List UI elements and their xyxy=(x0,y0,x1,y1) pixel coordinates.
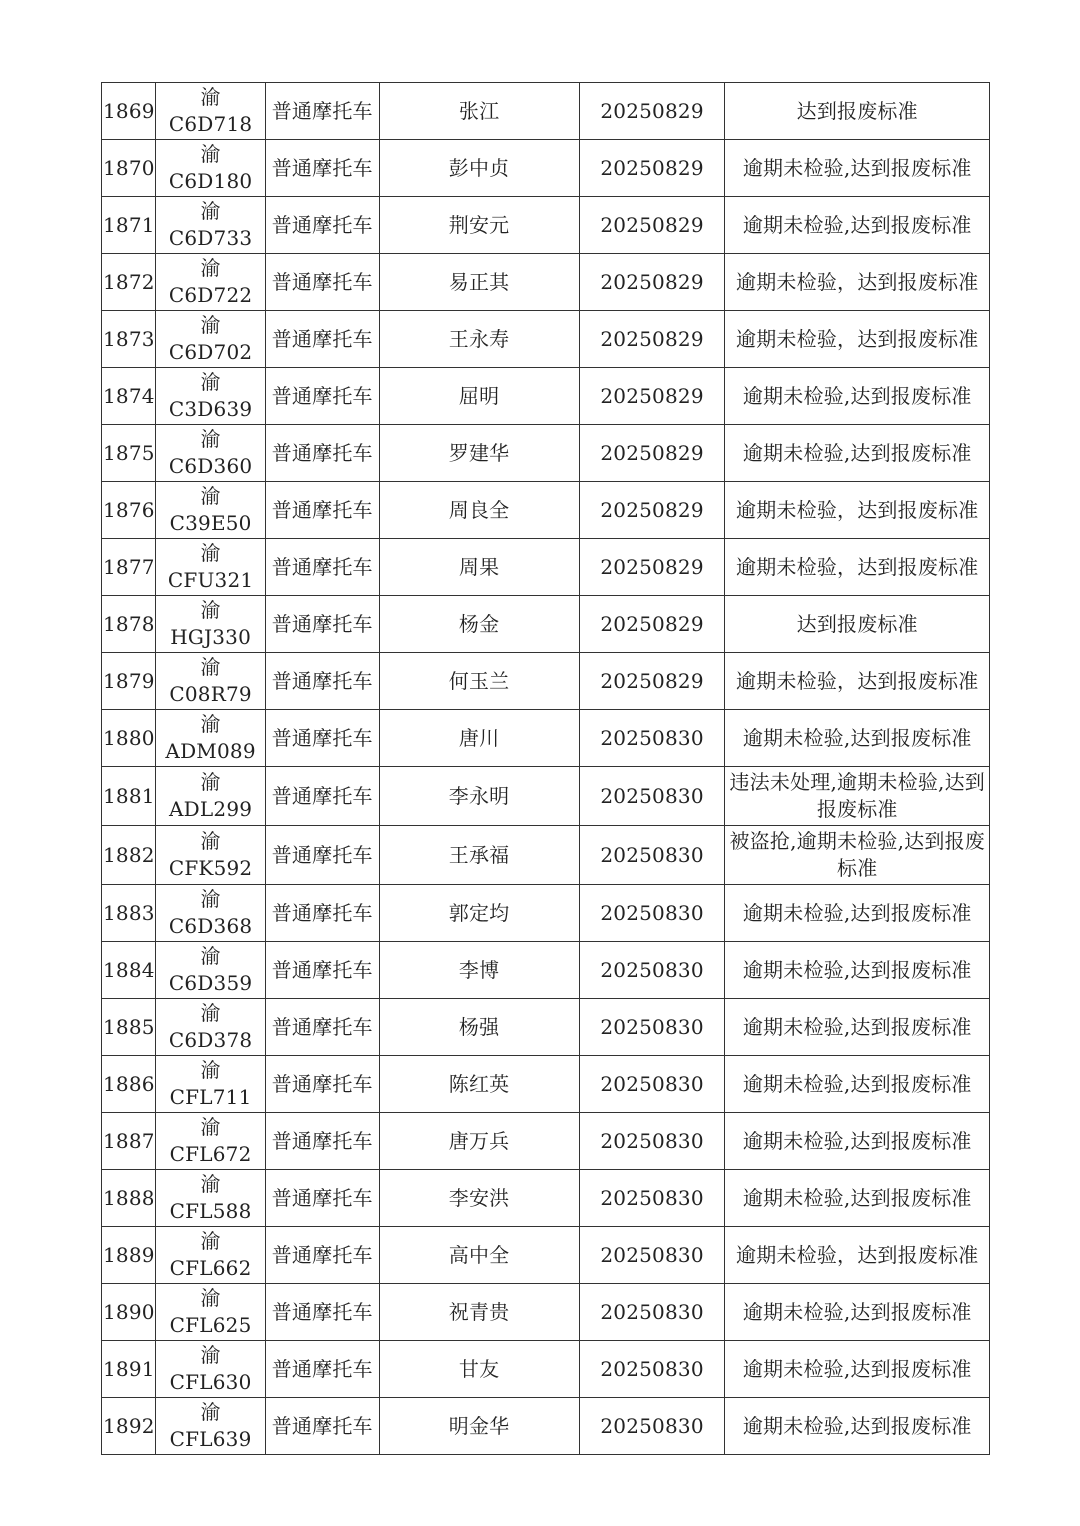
record-number-cell: 1872 xyxy=(102,254,156,311)
date-cell: 20250829 xyxy=(579,254,725,311)
owner-name-cell: 李永明 xyxy=(379,767,579,826)
record-number-cell: 1887 xyxy=(102,1113,156,1170)
vehicle-type-cell: 普通摩托车 xyxy=(265,83,379,140)
table-body xyxy=(102,83,990,1455)
plate-number-cell: 渝 C6D702 xyxy=(156,311,266,368)
status-cell: 逾期未检验,达到报废标准 xyxy=(725,710,990,767)
owner-name-cell: 明金华 xyxy=(379,1398,579,1455)
vehicle-type-cell: 普通摩托车 xyxy=(265,942,379,999)
table-row xyxy=(102,710,990,767)
vehicle-type-cell: 普通摩托车 xyxy=(265,254,379,311)
status-cell: 逾期未检验,达到报废标准 xyxy=(725,1398,990,1455)
status-cell: 逾期未检验,达到报废标准 xyxy=(725,942,990,999)
status-cell: 达到报废标准 xyxy=(725,596,990,653)
owner-name-cell: 祝青贵 xyxy=(379,1284,579,1341)
vehicle-type-cell: 普通摩托车 xyxy=(265,1170,379,1227)
table-row xyxy=(102,1056,990,1113)
table-row xyxy=(102,197,990,254)
owner-name-cell: 周良全 xyxy=(379,482,579,539)
date-cell: 20250830 xyxy=(579,1170,725,1227)
table-row xyxy=(102,596,990,653)
date-cell: 20250829 xyxy=(579,653,725,710)
owner-name-cell: 荆安元 xyxy=(379,197,579,254)
table-row xyxy=(102,767,990,826)
owner-name-cell: 李安洪 xyxy=(379,1170,579,1227)
owner-name-cell: 王承福 xyxy=(379,826,579,885)
plate-number-cell: 渝 C3D639 xyxy=(156,368,266,425)
status-cell: 违法未处理,逾期未检验,达到报废标准 xyxy=(725,767,990,826)
table-row xyxy=(102,826,990,885)
table-row xyxy=(102,999,990,1056)
status-cell: 逾期未检验，达到报废标准 xyxy=(725,653,990,710)
date-cell: 20250829 xyxy=(579,83,725,140)
owner-name-cell: 王永寿 xyxy=(379,311,579,368)
plate-number-cell: 渝 CFL662 xyxy=(156,1227,266,1284)
plate-number-cell: 渝 C39E50 xyxy=(156,482,266,539)
vehicle-type-cell: 普通摩托车 xyxy=(265,197,379,254)
date-cell: 20250830 xyxy=(579,767,725,826)
record-number-cell: 1877 xyxy=(102,539,156,596)
record-number-cell: 1883 xyxy=(102,885,156,942)
record-number-cell: 1892 xyxy=(102,1398,156,1455)
record-number-cell: 1875 xyxy=(102,425,156,482)
plate-number-cell: 渝 CFU321 xyxy=(156,539,266,596)
plate-number-cell: 渝 HGJ330 xyxy=(156,596,266,653)
owner-name-cell: 周果 xyxy=(379,539,579,596)
vehicle-type-cell: 普通摩托车 xyxy=(265,826,379,885)
plate-number-cell: 渝 C6D360 xyxy=(156,425,266,482)
table-row xyxy=(102,885,990,942)
owner-name-cell: 屈明 xyxy=(379,368,579,425)
record-number-cell: 1886 xyxy=(102,1056,156,1113)
vehicle-type-cell: 普通摩托车 xyxy=(265,1398,379,1455)
status-cell: 被盗抢,逾期未检验,达到报废标准 xyxy=(725,826,990,885)
status-cell: 逾期未检验，达到报废标准 xyxy=(725,254,990,311)
plate-number-cell: 渝 C08R79 xyxy=(156,653,266,710)
date-cell: 20250829 xyxy=(579,482,725,539)
vehicle-type-cell: 普通摩托车 xyxy=(265,482,379,539)
status-cell: 逾期未检验,达到报废标准 xyxy=(725,140,990,197)
plate-number-cell: 渝 C6D359 xyxy=(156,942,266,999)
date-cell: 20250829 xyxy=(579,140,725,197)
vehicle-type-cell: 普通摩托车 xyxy=(265,539,379,596)
plate-number-cell: 渝 C6D718 xyxy=(156,83,266,140)
date-cell: 20250830 xyxy=(579,1227,725,1284)
plate-number-cell: 渝 C6D378 xyxy=(156,999,266,1056)
date-cell: 20250830 xyxy=(579,1113,725,1170)
date-cell: 20250829 xyxy=(579,425,725,482)
table-row xyxy=(102,653,990,710)
status-cell: 逾期未检验，达到报废标准 xyxy=(725,1227,990,1284)
table-row xyxy=(102,1398,990,1455)
table-row xyxy=(102,140,990,197)
date-cell: 20250830 xyxy=(579,1398,725,1455)
vehicle-type-cell: 普通摩托车 xyxy=(265,596,379,653)
plate-number-cell: 渝 CFL711 xyxy=(156,1056,266,1113)
record-number-cell: 1874 xyxy=(102,368,156,425)
owner-name-cell: 易正其 xyxy=(379,254,579,311)
record-number-cell: 1888 xyxy=(102,1170,156,1227)
vehicle-type-cell: 普通摩托车 xyxy=(265,653,379,710)
plate-number-cell: 渝 C6D368 xyxy=(156,885,266,942)
table-row xyxy=(102,1170,990,1227)
vehicle-type-cell: 普通摩托车 xyxy=(265,311,379,368)
status-cell: 逾期未检验,达到报废标准 xyxy=(725,1056,990,1113)
table-row xyxy=(102,311,990,368)
table-row xyxy=(102,539,990,596)
owner-name-cell: 唐万兵 xyxy=(379,1113,579,1170)
date-cell: 20250830 xyxy=(579,942,725,999)
record-number-cell: 1884 xyxy=(102,942,156,999)
record-number-cell: 1876 xyxy=(102,482,156,539)
table-row xyxy=(102,83,990,140)
owner-name-cell: 彭中贞 xyxy=(379,140,579,197)
status-cell: 逾期未检验，达到报废标准 xyxy=(725,311,990,368)
owner-name-cell: 杨强 xyxy=(379,999,579,1056)
vehicle-type-cell: 普通摩托车 xyxy=(265,1113,379,1170)
record-number-cell: 1885 xyxy=(102,999,156,1056)
owner-name-cell: 罗建华 xyxy=(379,425,579,482)
plate-number-cell: 渝 ADM089 xyxy=(156,710,266,767)
date-cell: 20250830 xyxy=(579,1284,725,1341)
vehicle-type-cell: 普通摩托车 xyxy=(265,140,379,197)
record-number-cell: 1889 xyxy=(102,1227,156,1284)
owner-name-cell: 张江 xyxy=(379,83,579,140)
record-number-cell: 1890 xyxy=(102,1284,156,1341)
vehicle-type-cell: 普通摩托车 xyxy=(265,710,379,767)
record-number-cell: 1881 xyxy=(102,767,156,826)
status-cell: 逾期未检验，达到报废标准 xyxy=(725,482,990,539)
record-number-cell: 1873 xyxy=(102,311,156,368)
vehicle-type-cell: 普通摩托车 xyxy=(265,1284,379,1341)
vehicle-type-cell: 普通摩托车 xyxy=(265,885,379,942)
date-cell: 20250830 xyxy=(579,826,725,885)
date-cell: 20250830 xyxy=(579,1341,725,1398)
table-row xyxy=(102,482,990,539)
vehicle-type-cell: 普通摩托车 xyxy=(265,1341,379,1398)
plate-number-cell: 渝 CFL588 xyxy=(156,1170,266,1227)
date-cell: 20250829 xyxy=(579,368,725,425)
record-number-cell: 1891 xyxy=(102,1341,156,1398)
record-number-cell: 1878 xyxy=(102,596,156,653)
vehicle-type-cell: 普通摩托车 xyxy=(265,425,379,482)
status-cell: 逾期未检验,达到报废标准 xyxy=(725,197,990,254)
table-row xyxy=(102,254,990,311)
status-cell: 逾期未检验,达到报废标准 xyxy=(725,1170,990,1227)
status-cell: 达到报废标准 xyxy=(725,83,990,140)
date-cell: 20250829 xyxy=(579,596,725,653)
status-cell: 逾期未检验,达到报废标准 xyxy=(725,368,990,425)
record-number-cell: 1869 xyxy=(102,83,156,140)
table-row xyxy=(102,425,990,482)
date-cell: 20250829 xyxy=(579,197,725,254)
status-cell: 逾期未检验,达到报废标准 xyxy=(725,1113,990,1170)
record-number-cell: 1871 xyxy=(102,197,156,254)
plate-number-cell: 渝 CFK592 xyxy=(156,826,266,885)
status-cell: 逾期未检验，达到报废标准 xyxy=(725,539,990,596)
record-number-cell: 1870 xyxy=(102,140,156,197)
owner-name-cell: 甘友 xyxy=(379,1341,579,1398)
owner-name-cell: 唐川 xyxy=(379,710,579,767)
plate-number-cell: 渝 C6D722 xyxy=(156,254,266,311)
table-row xyxy=(102,368,990,425)
owner-name-cell: 何玉兰 xyxy=(379,653,579,710)
plate-number-cell: 渝 CFL630 xyxy=(156,1341,266,1398)
date-cell: 20250829 xyxy=(579,539,725,596)
date-cell: 20250829 xyxy=(579,311,725,368)
plate-number-cell: 渝 CFL672 xyxy=(156,1113,266,1170)
date-cell: 20250830 xyxy=(579,1056,725,1113)
vehicle-records-table xyxy=(101,82,990,1455)
plate-number-cell: 渝 CFL625 xyxy=(156,1284,266,1341)
status-cell: 逾期未检验,达到报废标准 xyxy=(725,885,990,942)
vehicle-type-cell: 普通摩托车 xyxy=(265,767,379,826)
table-row xyxy=(102,1341,990,1398)
plate-number-cell: 渝 ADL299 xyxy=(156,767,266,826)
status-cell: 逾期未检验,达到报废标准 xyxy=(725,999,990,1056)
vehicle-type-cell: 普通摩托车 xyxy=(265,368,379,425)
plate-number-cell: 渝 C6D733 xyxy=(156,197,266,254)
status-cell: 逾期未检验,达到报废标准 xyxy=(725,1341,990,1398)
table-row xyxy=(102,1284,990,1341)
plate-number-cell: 渝 CFL639 xyxy=(156,1398,266,1455)
record-number-cell: 1882 xyxy=(102,826,156,885)
owner-name-cell: 郭定均 xyxy=(379,885,579,942)
vehicle-type-cell: 普通摩托车 xyxy=(265,1227,379,1284)
owner-name-cell: 陈红英 xyxy=(379,1056,579,1113)
table-row xyxy=(102,1227,990,1284)
owner-name-cell: 李博 xyxy=(379,942,579,999)
status-cell: 逾期未检验,达到报废标准 xyxy=(725,425,990,482)
record-number-cell: 1880 xyxy=(102,710,156,767)
date-cell: 20250830 xyxy=(579,999,725,1056)
date-cell: 20250830 xyxy=(579,885,725,942)
table-row xyxy=(102,942,990,999)
record-number-cell: 1879 xyxy=(102,653,156,710)
plate-number-cell: 渝 C6D180 xyxy=(156,140,266,197)
table-row xyxy=(102,1113,990,1170)
vehicle-type-cell: 普通摩托车 xyxy=(265,999,379,1056)
owner-name-cell: 杨金 xyxy=(379,596,579,653)
date-cell: 20250830 xyxy=(579,710,725,767)
owner-name-cell: 高中全 xyxy=(379,1227,579,1284)
vehicle-type-cell: 普通摩托车 xyxy=(265,1056,379,1113)
status-cell: 逾期未检验,达到报废标准 xyxy=(725,1284,990,1341)
